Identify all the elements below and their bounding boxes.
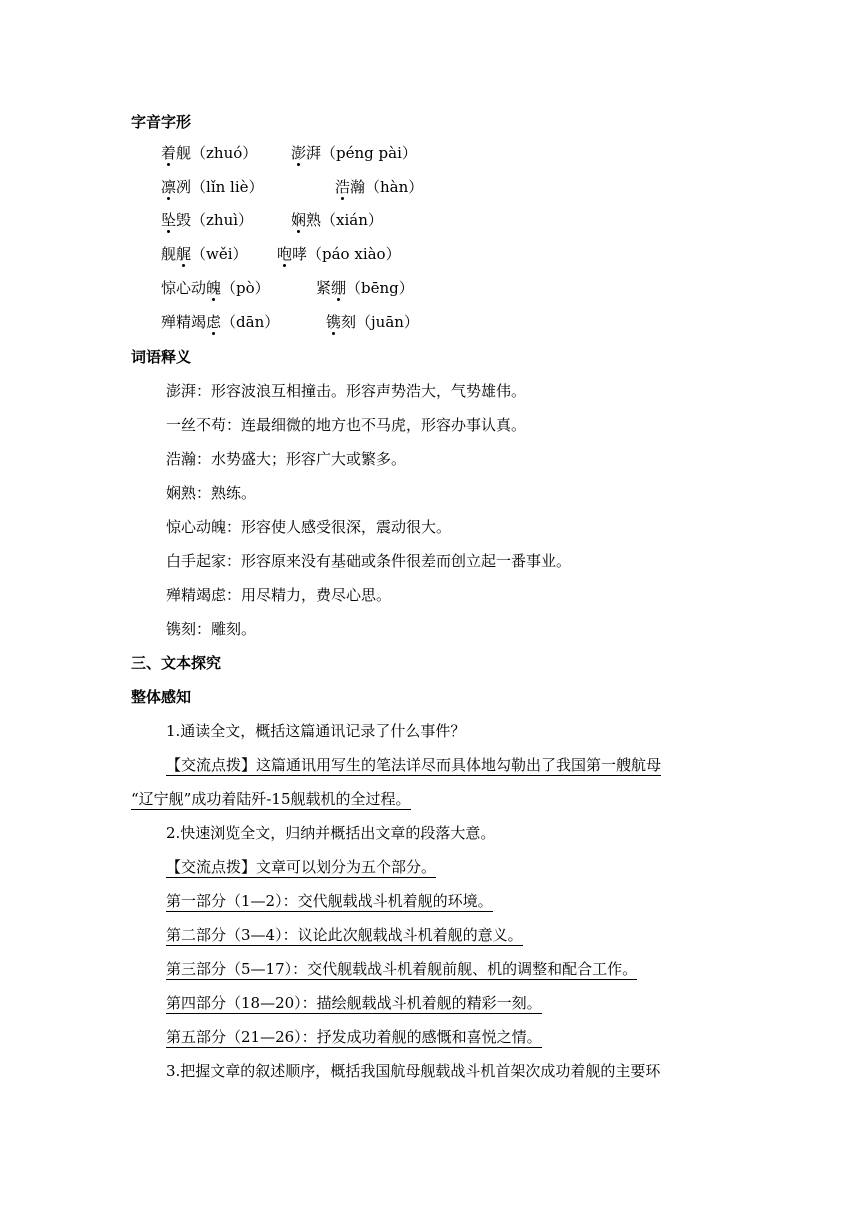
word-suffix: 毁（zhuì）	[176, 211, 254, 229]
word-suffix: （bēng）	[346, 279, 414, 297]
definition-item: 浩瀚：水势盛大；形容广大或繁多。	[166, 450, 407, 468]
dotted-char: 绷	[331, 279, 347, 297]
dotted-char: 坠	[161, 211, 177, 229]
definition-item: 镌刻：雕刻。	[166, 620, 257, 638]
definition-item: 娴熟：熟练。	[166, 484, 257, 502]
answer-text: “辽宁舰”成功着陆歼-15舰载机的全过程。	[131, 790, 411, 808]
answer-2-part	[166, 925, 523, 945]
word-suffix: 刻（juān）	[341, 313, 419, 331]
word-prefix: 惊心动	[161, 279, 207, 297]
answer-1-line2	[131, 789, 411, 809]
answer-text: 第一部分（1—2）：交代舰载战斗机着舰的环境。	[166, 892, 493, 910]
answer-2-intro	[166, 857, 436, 877]
answer-2-part	[166, 1027, 542, 1047]
pinyin-row	[161, 312, 419, 332]
word-suffix: （pò）	[221, 279, 270, 297]
answer-text: 第四部分（18—20）：描绘舰载战斗机着舰的精彩一刻。	[166, 994, 542, 1012]
word-suffix: 瀚（hàn）	[350, 178, 424, 196]
dotted-char: 娴	[291, 211, 307, 229]
question-3: 3.把握文章的叙述顺序，概括我国航母舰载战斗机首架次成功着舰的主要环	[166, 1062, 661, 1080]
pinyin-row	[161, 278, 414, 298]
dotted-char: 着	[161, 144, 177, 162]
definition-item: 惊心动魄：形容使人感受很深，震动很大。	[166, 518, 452, 536]
word-suffix: 舰（zhuó）	[176, 144, 258, 162]
pinyin-row	[161, 244, 401, 264]
dotted-char: 澎	[291, 144, 307, 162]
answer-1-line1	[166, 755, 661, 775]
pinyin-row	[161, 210, 383, 230]
word-suffix: （wěi）	[191, 245, 248, 263]
definition-item: 一丝不苟：连最细微的地方也不马虎，形容办事认真。	[166, 416, 527, 434]
heading-part3: 三、文本探究	[131, 654, 222, 672]
word-suffix: 冽（lǐn liè）	[176, 178, 264, 196]
heading-vocabulary: 词语释义	[131, 348, 192, 366]
heading-pronunciation: 字音字形	[131, 113, 192, 131]
answer-2-part	[166, 993, 542, 1013]
pinyin-row	[161, 177, 424, 197]
answer-2-part	[166, 959, 637, 979]
dotted-char: 凛	[161, 178, 177, 196]
dotted-char: 魄	[206, 279, 222, 297]
answer-2-part	[166, 891, 493, 911]
pinyin-row	[161, 143, 417, 163]
dotted-char: 镌	[326, 313, 342, 331]
word-suffix: 湃（péng pài）	[306, 144, 417, 162]
heading-overall: 整体感知	[131, 688, 192, 706]
dotted-char: 浩	[335, 178, 351, 196]
dotted-char: 虑	[206, 313, 222, 331]
dotted-char: 咆	[277, 245, 293, 263]
definition-item: 白手起家：形容原来没有基础或条件很差而创立起一番事业。	[166, 552, 572, 570]
answer-text: 第三部分（5—17）：交代舰载战斗机着舰前舰、机的调整和配合工作。	[166, 960, 638, 978]
dotted-char: 艉	[176, 245, 192, 263]
question-1: 1.通读全文，概括这篇通讯记录了什么事件？	[166, 722, 466, 740]
answer-text: 【交流点拨】这篇通讯用写生的笔法详尽而具体地勾勒出了我国第一艘航母	[166, 756, 662, 774]
definition-item: 澎湃：形容波浪互相撞击。形容声势浩大，气势雄伟。	[166, 382, 527, 400]
question-2: 2.快速浏览全文，归纳并概括出文章的段落大意。	[166, 824, 496, 842]
word-suffix: 熟（xián）	[306, 211, 383, 229]
word-prefix: 紧	[316, 279, 332, 297]
word-suffix: （dān）	[221, 313, 280, 331]
answer-text: 第二部分（3—4）：议论此次舰载战斗机着舰的意义。	[166, 926, 523, 944]
word-suffix: 哮（páo xiào）	[292, 245, 401, 263]
word-prefix: 舰	[161, 245, 177, 263]
word-prefix: 殚精竭	[161, 313, 207, 331]
answer-text: 【交流点拨】文章可以划分为五个部分。	[166, 858, 437, 876]
answer-text: 第五部分（21—26）：抒发成功着舰的感慨和喜悦之情。	[166, 1028, 542, 1046]
definition-item: 殚精竭虑：用尽精力，费尽心思。	[166, 586, 392, 604]
